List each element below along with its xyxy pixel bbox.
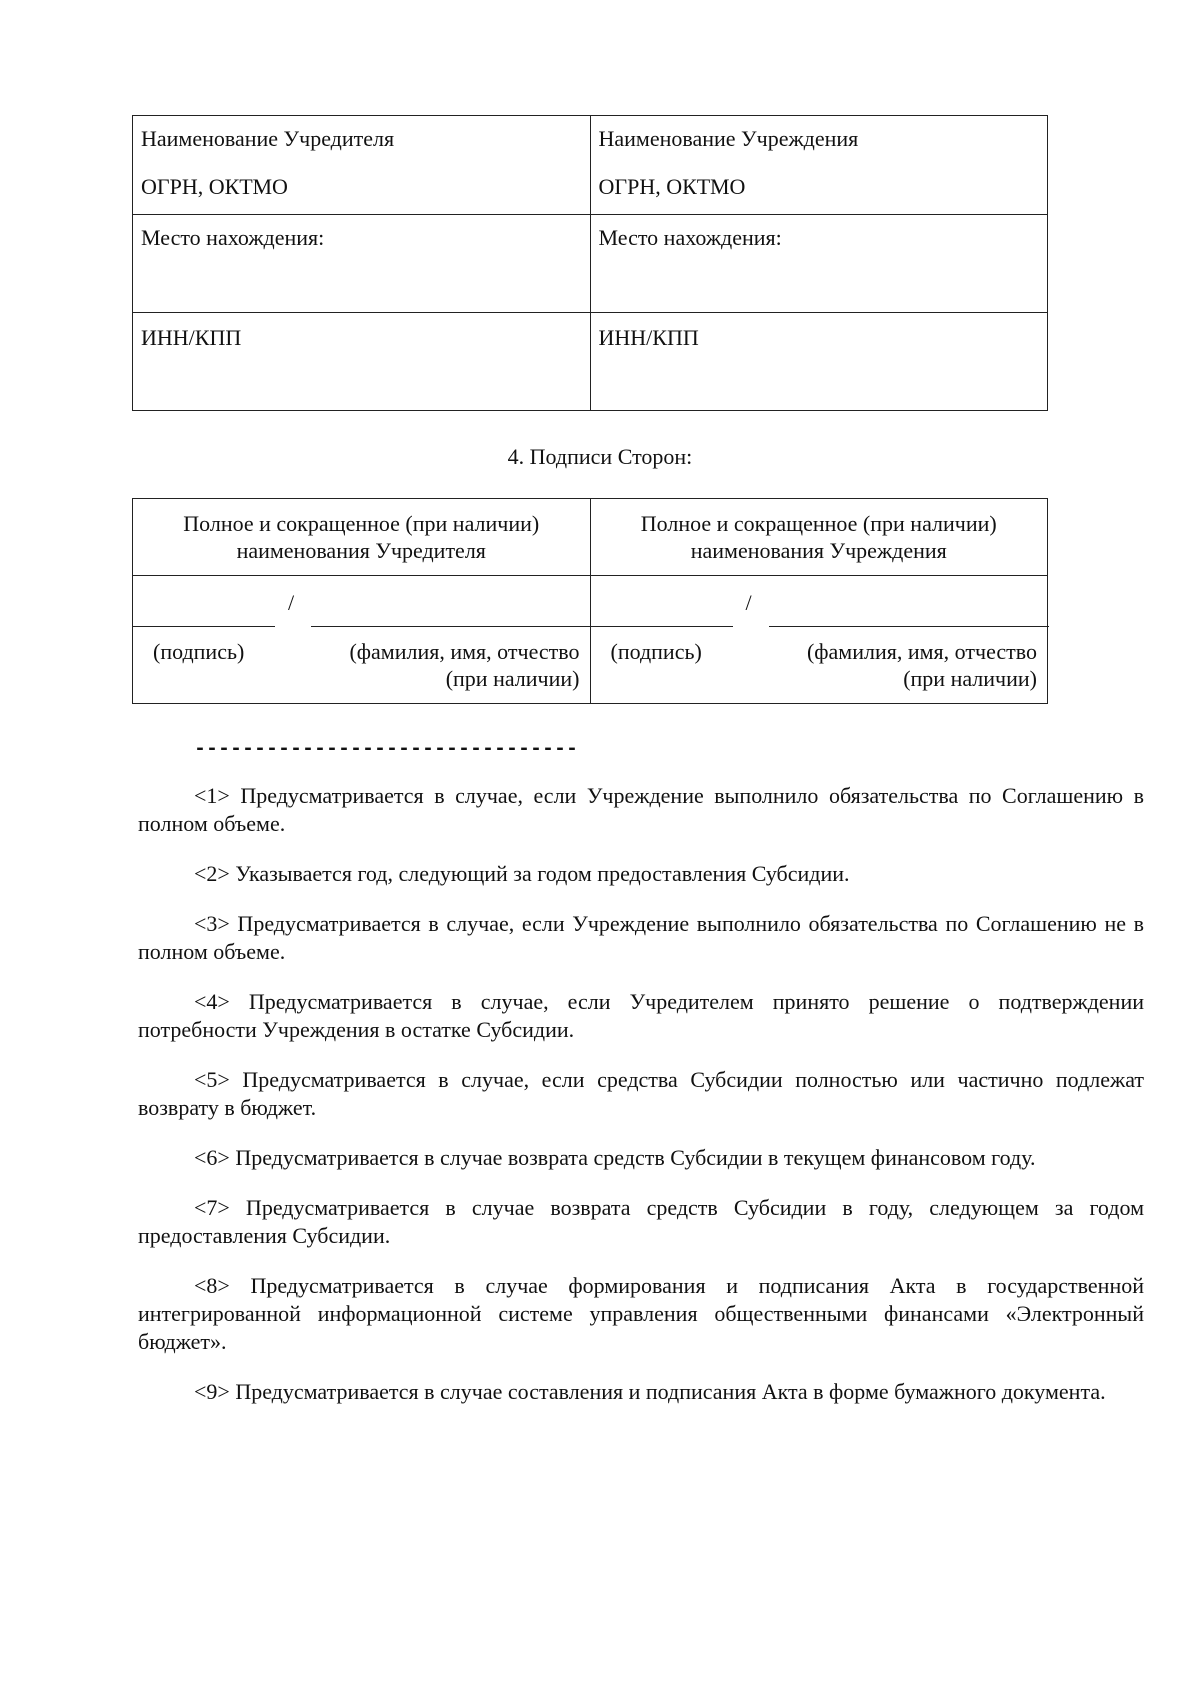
founder-fullname-caption-line2: (при наличии) xyxy=(445,666,580,691)
signatures-header-row xyxy=(133,499,1048,576)
footnote-1: <1> Предусматривается в случае, если Учреждение выполнило обязательства по Соглашению в полном объеме. xyxy=(138,783,1144,836)
institution-inn-label: ИНН/КПП xyxy=(598,325,699,350)
footnote-3: <3> Предусматривается в случае, если Учреждение выполнило обязательства по Соглашению не в полном объеме. xyxy=(138,911,1144,964)
signatures-body-row xyxy=(133,576,1048,704)
founder-slash: / xyxy=(288,590,295,615)
institution-signature-header xyxy=(590,499,1048,576)
institution-fullname-line[interactable] xyxy=(769,626,1049,627)
institution-fullname-caption xyxy=(807,638,1037,692)
founder-name-label: Наименование Учредителя xyxy=(141,126,395,151)
footnote-7: <7> Предусматривается в случае возврата средств Субсидии в году, следующем за годом предоставления Субсидии. xyxy=(138,1195,1144,1248)
footnote-separator: -------------------------------- xyxy=(194,738,579,761)
institution-name-label: Наименование Учреждения xyxy=(598,126,859,151)
footnote-5: <5> Предусматривается в случае, если средства Субсидии полностью или частично подлежат возврату в бюджет. xyxy=(138,1067,1144,1120)
footnote-9: <9> Предусматривается в случае составления и подписания Акта в форме бумажного документа. xyxy=(194,1379,1106,1404)
institution-slash: / xyxy=(745,590,752,615)
founder-ogrn-label: ОГРН, ОКТМО xyxy=(141,174,288,199)
footnote-8: <8> Предусматривается в случае формирования и подписания Акта в государственной интегрированной информационной системе управления общественными финансами «Электронный бюджет». xyxy=(138,1273,1144,1354)
footnotes-list xyxy=(138,782,1144,1428)
founder-name-cell xyxy=(133,116,591,215)
founder-signature-block xyxy=(133,576,591,704)
institution-signature-block xyxy=(590,576,1048,704)
founder-header-line1: Полное и сокращенное (при наличии) xyxy=(183,511,540,536)
founder-address-label: Место нахождения: xyxy=(141,225,325,250)
institution-address-cell xyxy=(590,215,1048,313)
founder-fullname-caption-line1: (фамилия, имя, отчество xyxy=(349,639,580,664)
footnote-4: <4> Предусматривается в случае, если Учредителем принято решение о подтверждении потребности Учреждения в остатке Субсидии. xyxy=(138,989,1144,1042)
founder-signature-caption: (подпись) xyxy=(153,639,245,664)
founder-inn-label: ИНН/КПП xyxy=(141,325,242,350)
founder-header-line2: наименования Учредителя xyxy=(236,538,486,563)
founder-signature-line[interactable] xyxy=(133,626,275,627)
institution-signature-caption: (подпись) xyxy=(610,639,702,664)
institution-header-line2: наименования Учреждения xyxy=(690,538,947,563)
institution-name-cell xyxy=(590,116,1048,215)
requisites-row-name xyxy=(133,116,1048,215)
institution-fullname-caption-line2: (при наличии) xyxy=(903,666,1037,691)
founder-address-cell xyxy=(133,215,591,313)
institution-ogrn-label: ОГРН, ОКТМО xyxy=(598,174,746,199)
institution-fullname-caption-line1: (фамилия, имя, отчество xyxy=(806,639,1037,664)
founder-fullname-line[interactable] xyxy=(311,626,591,627)
signatures-section-title: 4. Подписи Сторон: xyxy=(507,444,693,469)
footnote-2: <2> Указывается год, следующий за годом предоставления Субсидии. xyxy=(194,861,850,886)
institution-inn-cell xyxy=(590,313,1048,411)
requisites-table xyxy=(132,115,1048,411)
institution-header-line1: Полное и сокращенное (при наличии) xyxy=(640,511,997,536)
requisites-row-inn xyxy=(133,313,1048,411)
requisites-row-address xyxy=(133,215,1048,313)
founder-fullname-caption xyxy=(349,638,579,692)
signatures-table xyxy=(132,498,1048,704)
footnote-6: <6> Предусматривается в случае возврата средств Субсидии в текущем финансовом году. xyxy=(194,1145,1036,1170)
founder-signature-header xyxy=(133,499,591,576)
institution-signature-line[interactable] xyxy=(591,626,733,627)
institution-address-label: Место нахождения: xyxy=(598,225,782,250)
founder-inn-cell xyxy=(133,313,591,411)
